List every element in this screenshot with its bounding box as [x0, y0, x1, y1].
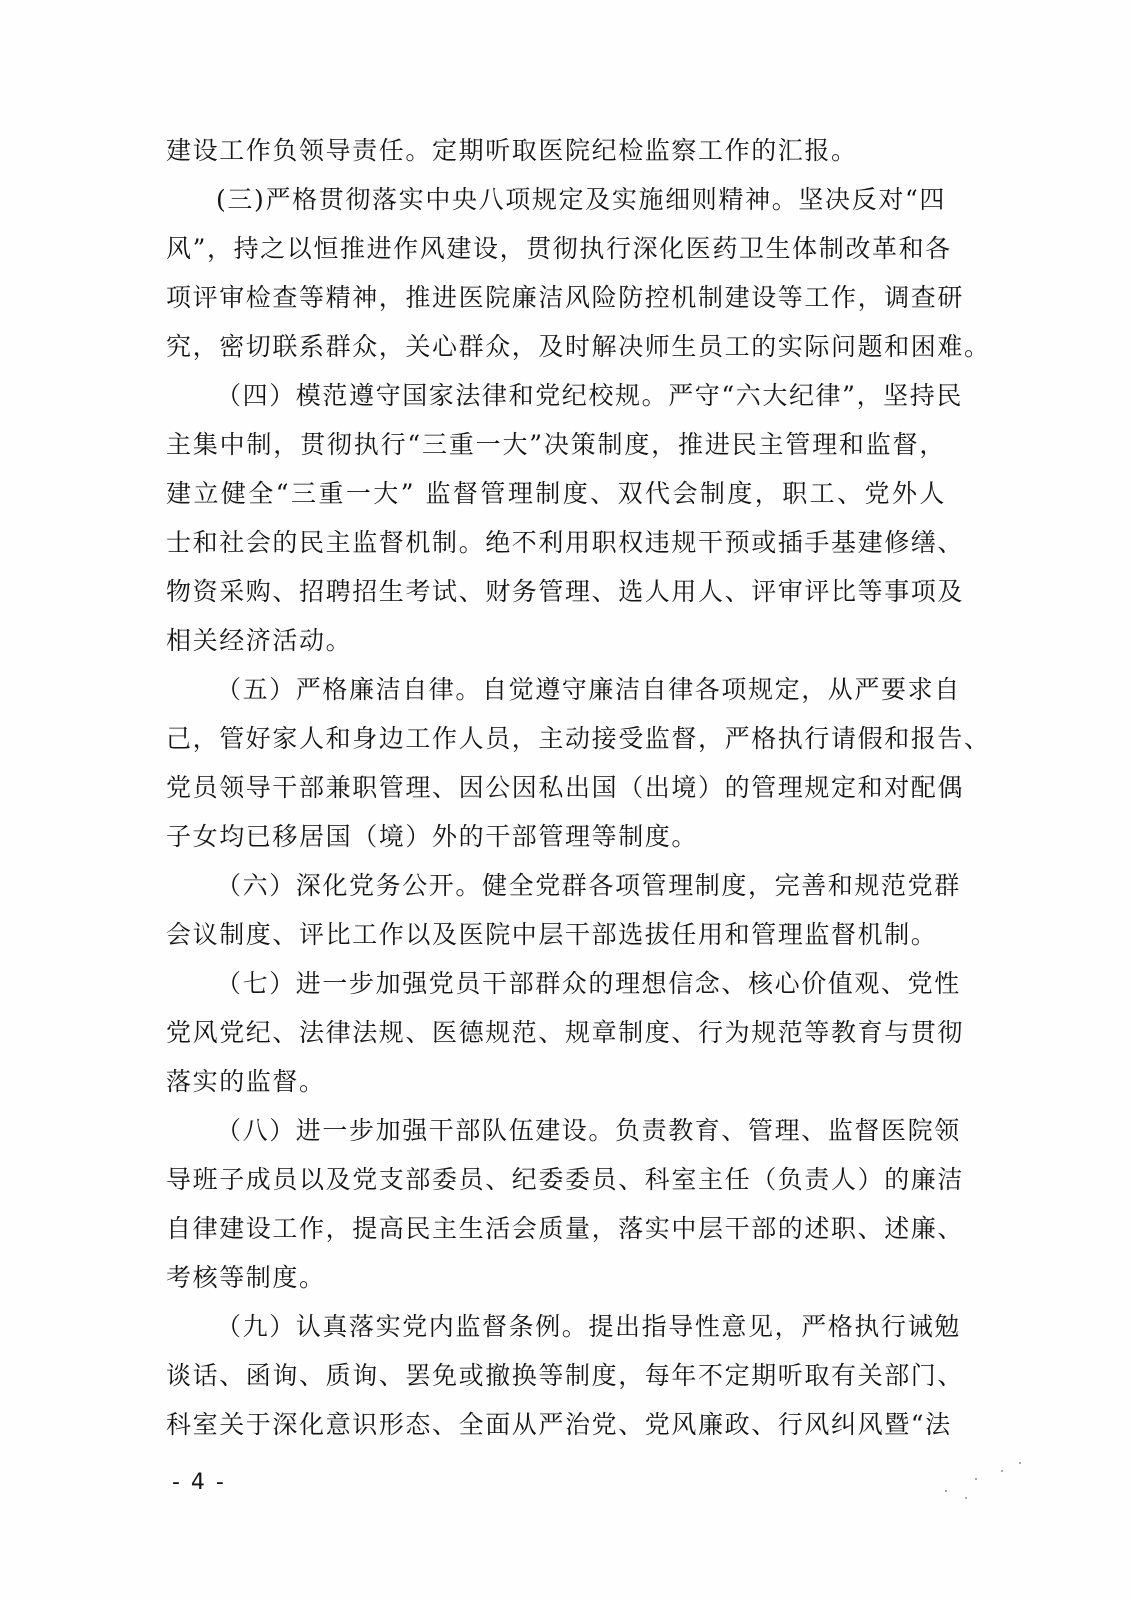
text-line: （四）模范遵守国家法律和党纪校规。严守“六大纪律”，坚持民 — [216, 381, 963, 410]
text-line: 科室关于深化意识形态、全面从严治党、党风廉政、行风纠风暨“法 — [166, 1410, 952, 1439]
text-line: 士和社会的民主监督机制。绝不利用职权违规干预或插手基建修缮、 — [166, 528, 965, 557]
text-line: 物资采购、招聘招生考试、财务管理、选人用人、评审评比等事项及 — [166, 577, 965, 606]
scan-speckle — [965, 1497, 967, 1499]
text-line: （五）严格廉洁自律。自觉遵守廉洁自律各项规定，从严要求自 — [216, 675, 961, 704]
text-line: 相关经济活动。 — [166, 626, 353, 655]
text-line: （八）进一步加强干部队伍建设。负责教育、管理、监督医院领 — [216, 1116, 961, 1145]
text-line: 究，密切联系群众，关心群众，及时解决师生员工的实际问题和困难。 — [166, 332, 991, 361]
text-line: 主集中制，贯彻执行“三重一大”决策制度，推进民主管理和监督， — [166, 430, 946, 459]
text-line: 己，管好家人和身边工作人员，主动接受监督，严格执行请假和报告、 — [166, 724, 991, 753]
text-line: 会议制度、评比工作以及医院中层干部选拔任用和管理监督机制。 — [166, 920, 938, 949]
text-line: 导班子成员以及党支部委员、纪委委员、科室主任（负责人）的廉洁 — [166, 1165, 965, 1194]
scan-speckle — [975, 1478, 977, 1480]
text-line: 党风党纪、法律法规、医德规范、规章制度、行为规范等教育与贯彻 — [166, 1018, 965, 1047]
text-line: 落实的监督。 — [166, 1067, 326, 1096]
text-line: (三)严格贯彻落实中央八项规定及实施细则精神。坚决反对“四 — [216, 185, 946, 214]
page-number: - 4 - — [172, 1470, 226, 1495]
text-line: 谈话、函询、质询、罢免或撤换等制度，每年不定期听取有关部门、 — [166, 1361, 965, 1390]
text-line: （六）深化党务公开。健全党群各项管理制度，完善和规范党群 — [216, 871, 961, 900]
text-line: 考核等制度。 — [166, 1263, 326, 1292]
text-line: 项评审检查等精神，推进医院廉洁风险防控机制建设等工作，调查研 — [166, 283, 965, 312]
text-line: 自律建设工作，提高民主生活会质量，落实中层干部的述职、述廉、 — [166, 1214, 965, 1243]
scan-speckle — [1001, 1470, 1003, 1472]
text-line: 子女均已移居国（境）外的干部管理等制度。 — [166, 822, 699, 851]
text-line: 党员领导干部兼职管理、因公因私出国（出境）的管理规定和对配偶 — [166, 773, 965, 802]
text-line: 建设工作负领导责任。定期听取医院纪检监察工作的汇报。 — [166, 136, 858, 165]
text-line: （九）认真落实党内监督条例。提出指导性意见，严格执行诫勉 — [216, 1312, 961, 1341]
text-line: 风”，持之以恒推进作风建设，贯彻执行深化医药卫生体制改革和各 — [166, 234, 952, 263]
scan-speckle — [945, 1490, 947, 1492]
scan-speckle — [1019, 1462, 1021, 1464]
text-line: 建立健全“三重一大” 监督管理制度、双代会制度，职工、党外人 — [166, 479, 946, 508]
text-line: （七）进一步加强党员干部群众的理想信念、核心价值观、党性 — [216, 969, 961, 998]
